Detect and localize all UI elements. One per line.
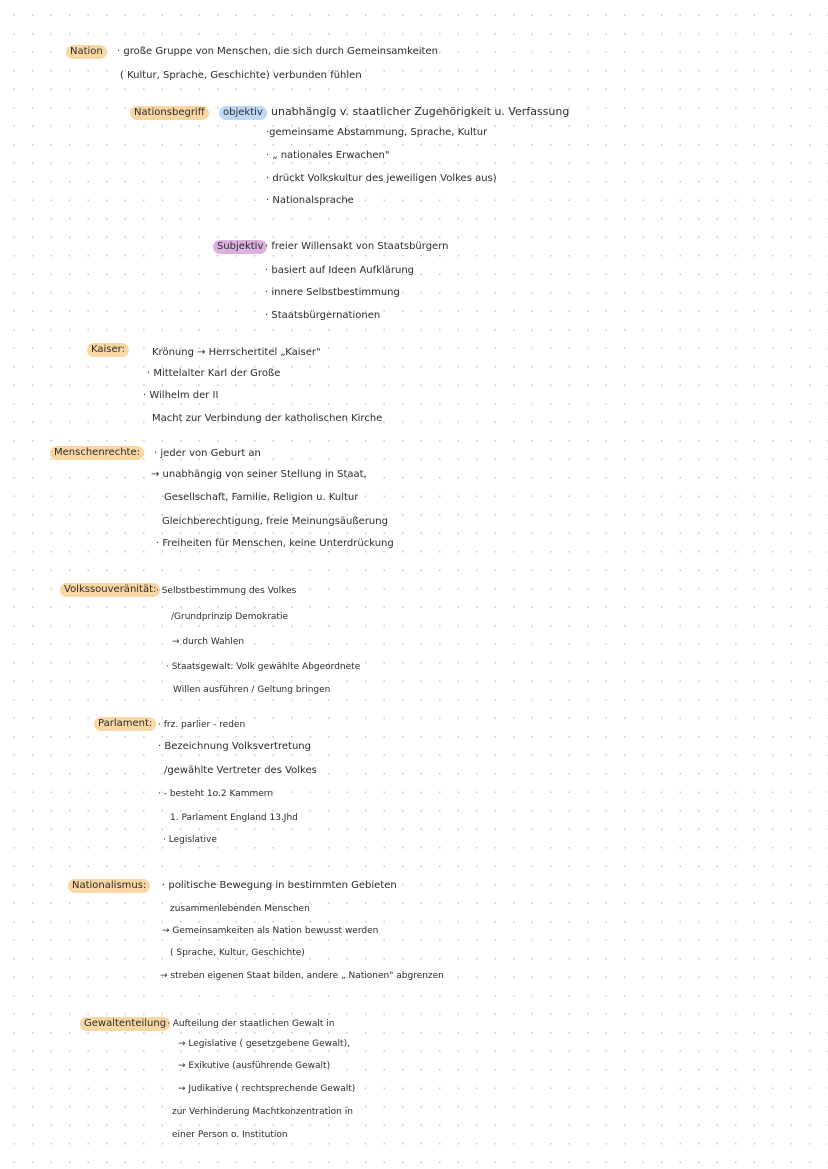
term-parlament: Parlament: (94, 717, 156, 731)
gewaltenteilung-line-2: → Legislative ( gesetzgebene Gewalt), (178, 1039, 350, 1049)
parlament-line-3: /gewählte Vertreter des Volkes (164, 765, 317, 776)
gewaltenteilung-line-3: → Exikutive (ausführende Gewalt) (178, 1061, 331, 1071)
nationalismus-line-3: → Gemeinsamkeiten als Nation bewusst werden (162, 926, 379, 936)
objektiv-line-1: unabhängig v. staatlicher Zugehörigkeit u. Verfassung (271, 105, 570, 118)
menschenrechte-line-4: Gleichberechtigung, freie Meinungsäußerung (162, 516, 388, 527)
subjektiv-line-4: · Staatsbürgernationen (265, 310, 381, 321)
subjektiv-line-2: · basiert auf Ideen Aufklärung (265, 265, 414, 276)
term-nationsbegriff: Nationsbegriff (130, 106, 209, 120)
term-gewaltenteilung: Gewaltenteilung (80, 1017, 170, 1031)
volkssouveraenitaet-line-1: · Selbstbestimmung des Volkes (156, 586, 297, 596)
nationalismus-line-5: → streben eigenen Staat bilden, andere „ Nationen" abgrenzen (160, 971, 444, 981)
nation-line-1: · große Gruppe von Menschen, die sich durch Gemeinsamkeiten (117, 46, 438, 57)
term-kaiser: Kaiser: (87, 343, 129, 357)
gewaltenteilung-line-5: zur Verhinderung Machtkonzentration in (172, 1107, 353, 1117)
kaiser-line-4: Macht zur Verbindung der katholischen Kirche (152, 413, 383, 424)
kaiser-line-2: · Mittelalter Karl der Große (147, 368, 281, 379)
nationalismus-line-2: zusammenlebenden Menschen (170, 904, 310, 914)
kaiser-line-3: · Wilhelm der II (143, 390, 219, 401)
subjektiv-line-1: · freier Willensakt von Staatsbürgern (265, 241, 449, 252)
menschenrechte-line-5: · Freiheiten für Menschen, keine Unterdrückung (156, 538, 394, 549)
volkssouveraenitaet-line-5: Willen ausführen / Geltung bringen (173, 685, 331, 695)
nationalismus-line-4: ( Sprache, Kultur, Geschichte) (170, 948, 305, 958)
nation-line-2: ( Kultur, Sprache, Geschichte) verbunden fühlen (120, 70, 362, 81)
parlament-line-1: · frz. parlier - reden (158, 720, 246, 730)
objektiv-line-2: ·gemeinsame Abstammung, Sprache, Kultur (266, 127, 488, 138)
gewaltenteilung-line-1: · Aufteilung der staatlichen Gewalt in (167, 1019, 335, 1029)
menschenrechte-line-1: · jeder von Geburt an (154, 448, 261, 459)
term-subjektiv: Subjektiv (213, 240, 267, 254)
objektiv-line-3: · „ nationales Erwachen" (266, 150, 390, 161)
objektiv-line-4: · drückt Volkskultur des jeweiligen Volkes aus) (266, 173, 497, 184)
menschenrechte-line-2: → unabhängig von seiner Stellung in Staat, (151, 469, 367, 480)
nationalismus-line-1: · politische Bewegung in bestimmten Gebieten (162, 880, 397, 891)
menschenrechte-line-3: Gesellschaft, Familie, Religion u. Kultur (164, 492, 359, 503)
term-objektiv: objektiv (219, 106, 267, 120)
parlament-line-2: · Bezeichnung Volksvertretung (158, 741, 311, 752)
parlament-line-6: · Legislative (163, 835, 217, 845)
volkssouveraenitaet-line-3: → durch Wahlen (172, 637, 245, 647)
term-nationalismus: Nationalismus: (68, 879, 150, 893)
subjektiv-line-3: · innere Selbstbestimmung (265, 287, 400, 298)
objektiv-line-5: · Nationalsprache (266, 195, 354, 206)
term-volkssouveraenitaet: Volkssouveränität: (60, 583, 160, 597)
parlament-line-5: 1. Parlament England 13.Jhd (170, 813, 298, 823)
gewaltenteilung-line-6: einer Person o. Institution (172, 1130, 288, 1140)
parlament-line-4: · - besteht 1o.2 Kammern (158, 789, 274, 799)
volkssouveraenitaet-line-2: /Grundprinzip Demokratie (171, 612, 288, 622)
term-menschenrechte: Menschenrechte: (50, 446, 144, 460)
kaiser-line-1: Krönung → Herrschertitel „Kaiser" (152, 347, 321, 358)
term-nation: Nation (66, 45, 107, 59)
gewaltenteilung-line-4: → Judikative ( rechtsprechende Gewalt) (178, 1084, 356, 1094)
volkssouveraenitaet-line-4: · Staatsgewalt: Volk gewählte Abgeordnete (166, 662, 361, 672)
